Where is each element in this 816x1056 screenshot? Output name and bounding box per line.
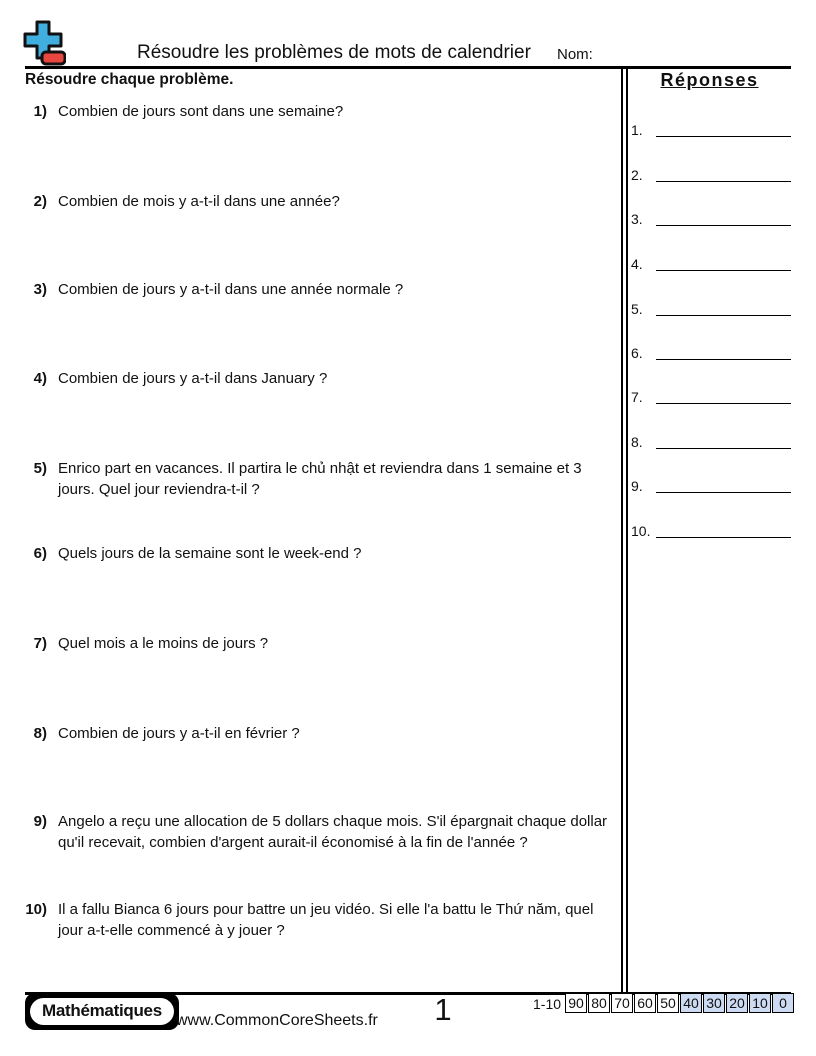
answer-blank-line [656,517,791,538]
score-table [565,993,794,1013]
answer-number: 7. [631,389,643,405]
answer-slot-10 [631,518,791,538]
score-cell: 10 [749,993,771,1013]
page-title: Résoudre les problèmes de mots de calendrier [137,42,531,63]
question-number: 7) [33,635,47,652]
question-item-7 [17,633,615,654]
website-text: www.CommonCoreSheets.fr [176,1012,378,1029]
score-cell: 0 [772,993,794,1013]
question-text: Combien de jours y a-t-il dans une année normale ? [58,281,404,298]
score-range-label: 1-10 [533,996,562,1012]
answer-number: 1. [631,122,643,138]
answer-slot-1 [631,117,791,137]
question-text: Combien de jours y a-t-il dans January ? [58,370,328,387]
subject-badge-label: Mathématiques [30,998,174,1025]
question-item-2 [17,191,615,212]
instructions-text: Résoudre chaque problème. [25,71,234,88]
question-number: 2) [33,193,47,210]
answer-slot-2 [631,162,791,182]
answer-number: 2. [631,167,643,183]
question-number: 10) [25,901,47,918]
score-cell: 20 [726,993,748,1013]
score-cell: 30 [703,993,725,1013]
answer-blank-line [656,339,791,360]
answer-blank-line [656,295,791,316]
answer-number: 5. [631,301,643,317]
score-cell: 50 [657,993,679,1013]
answer-blank-line [656,383,791,404]
question-item-9 [17,811,615,853]
question-number: 6) [33,545,47,562]
answer-number: 9. [631,478,643,494]
score-cell: 60 [634,993,656,1013]
page-number: 1 [434,992,452,1027]
answer-slot-6 [631,340,791,360]
question-item-8 [17,723,615,744]
question-number: 3) [33,281,47,298]
score-cell: 80 [588,993,610,1013]
question-text: Quels jours de la semaine sont le week-end ? [58,545,362,562]
answer-number: 6. [631,345,643,361]
column-divider [621,68,628,992]
question-item-4 [17,368,615,389]
score-cell: 70 [611,993,633,1013]
score-cell: 40 [680,993,702,1013]
answer-blank-line [656,428,791,449]
answer-number: 3. [631,211,643,227]
question-text: Angelo a reçu une allocation de 5 dollars chaque mois. S'il épargnait chaque dollar qu'il recevait, combien d'argent aurait-il économisé à la fin de l'année ? [58,813,608,851]
question-number: 1) [33,103,47,120]
question-item-6 [17,543,615,564]
score-cell: 90 [565,993,587,1013]
question-text: Quel mois a le moins de jours ? [58,635,269,652]
question-item-1 [17,101,615,122]
commoncoresheets-logo-icon [22,20,66,66]
question-item-3 [17,279,615,300]
question-item-5 [17,458,615,500]
question-number: 9) [33,813,47,830]
question-item-10 [17,899,615,941]
answer-slot-9 [631,473,791,493]
answer-blank-line [656,472,791,493]
answer-blank-line [656,161,791,182]
question-number: 5) [33,460,47,477]
answers-heading: Réponses [660,70,759,90]
question-text: Combien de mois y a-t-il dans une année? [58,193,340,210]
question-text: Il a fallu Bianca 6 jours pour battre un jeu vidéo. Si elle l'a battu le Thứ năm, quel jour a-t-elle commencé à y jouer ? [58,901,594,939]
question-number: 8) [33,725,47,742]
answer-slot-4 [631,251,791,271]
answer-slot-7 [631,384,791,404]
answer-number: 10. [631,523,651,539]
name-label: Nom: [557,46,593,63]
answer-slot-5 [631,296,791,316]
header-divider [25,66,791,69]
answer-number: 8. [631,434,643,450]
question-text: Combien de jours y a-t-il en février ? [58,725,300,742]
answer-slot-3 [631,206,791,226]
question-text: Enrico part en vacances. Il partira le chủ nhật et reviendra dans 1 semaine et 3 jours. Quel jour reviendra-t-il ? [58,460,582,498]
answer-number: 4. [631,256,643,272]
subject-badge [25,993,179,1030]
answer-blank-line [656,250,791,271]
answer-blank-line [656,116,791,137]
question-text: Combien de jours sont dans une semaine? [58,103,344,120]
answer-slot-8 [631,429,791,449]
question-number: 4) [33,370,47,387]
answer-blank-line [656,205,791,226]
